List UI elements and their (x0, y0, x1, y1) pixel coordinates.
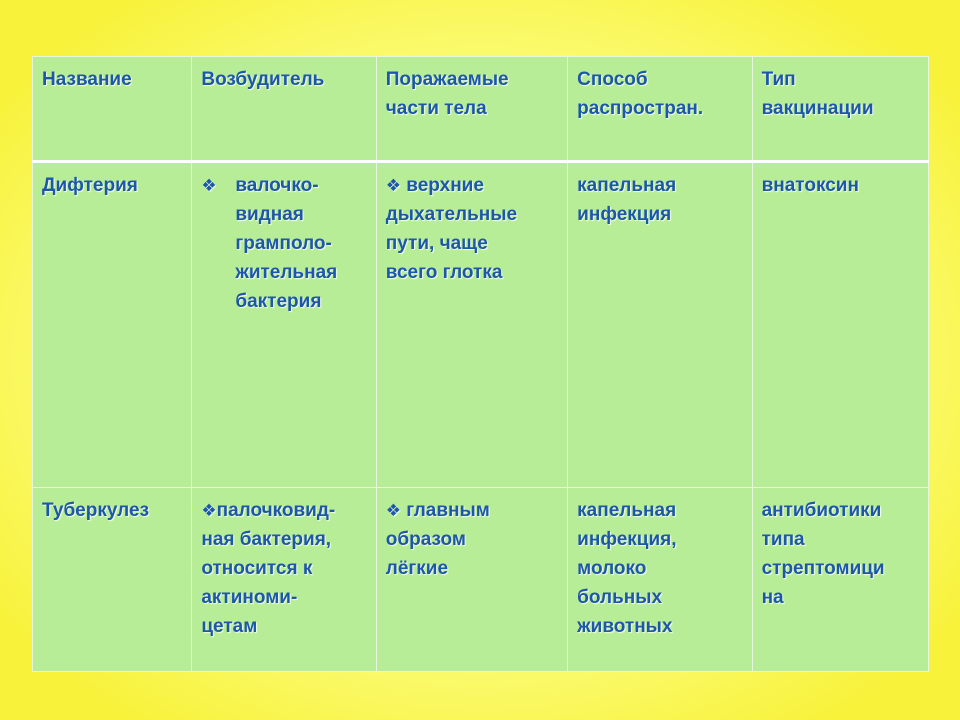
cell-pathogen: ❖ валочко- видная грамполо- жительная бактерия (192, 162, 376, 488)
cell-name: Туберкулез (33, 487, 192, 671)
diamond-bullet-icon: ❖ (201, 500, 217, 520)
table-row (33, 162, 929, 488)
table-header-row (33, 57, 929, 162)
cell-name: Дифтерия (33, 162, 192, 488)
diamond-bullet-icon: ❖ (385, 500, 401, 520)
diamond-bullet-icon: ❖ (385, 176, 401, 196)
header-vaccination: Тип вакцинации (752, 57, 928, 162)
cell-vaccination: антибиотики типа стрептомици на (752, 487, 928, 671)
cell-vaccination: внатоксин (752, 162, 928, 488)
header-pathogen: Возбудитель (192, 57, 376, 162)
cell-transmission: капельная инфекция (568, 162, 752, 488)
disease-table (32, 56, 929, 672)
table-row (33, 487, 929, 671)
header-body-parts: Поражаемые части тела (376, 57, 567, 162)
cell-body-parts: ❖ верхние дыхательные пути, чаще всего глотка (376, 162, 567, 488)
cell-pathogen: ❖палочковид- ная бактерия, относится к актиноми- цетам (192, 487, 376, 671)
diamond-bullet-icon: ❖ (201, 176, 217, 196)
cell-body-parts: ❖ главным образом лёгкие (376, 487, 567, 671)
cell-transmission: капельная инфекция, молоко больных животных (568, 487, 752, 671)
header-transmission: Способ распростран. (568, 57, 752, 162)
header-name: Название (33, 57, 192, 162)
